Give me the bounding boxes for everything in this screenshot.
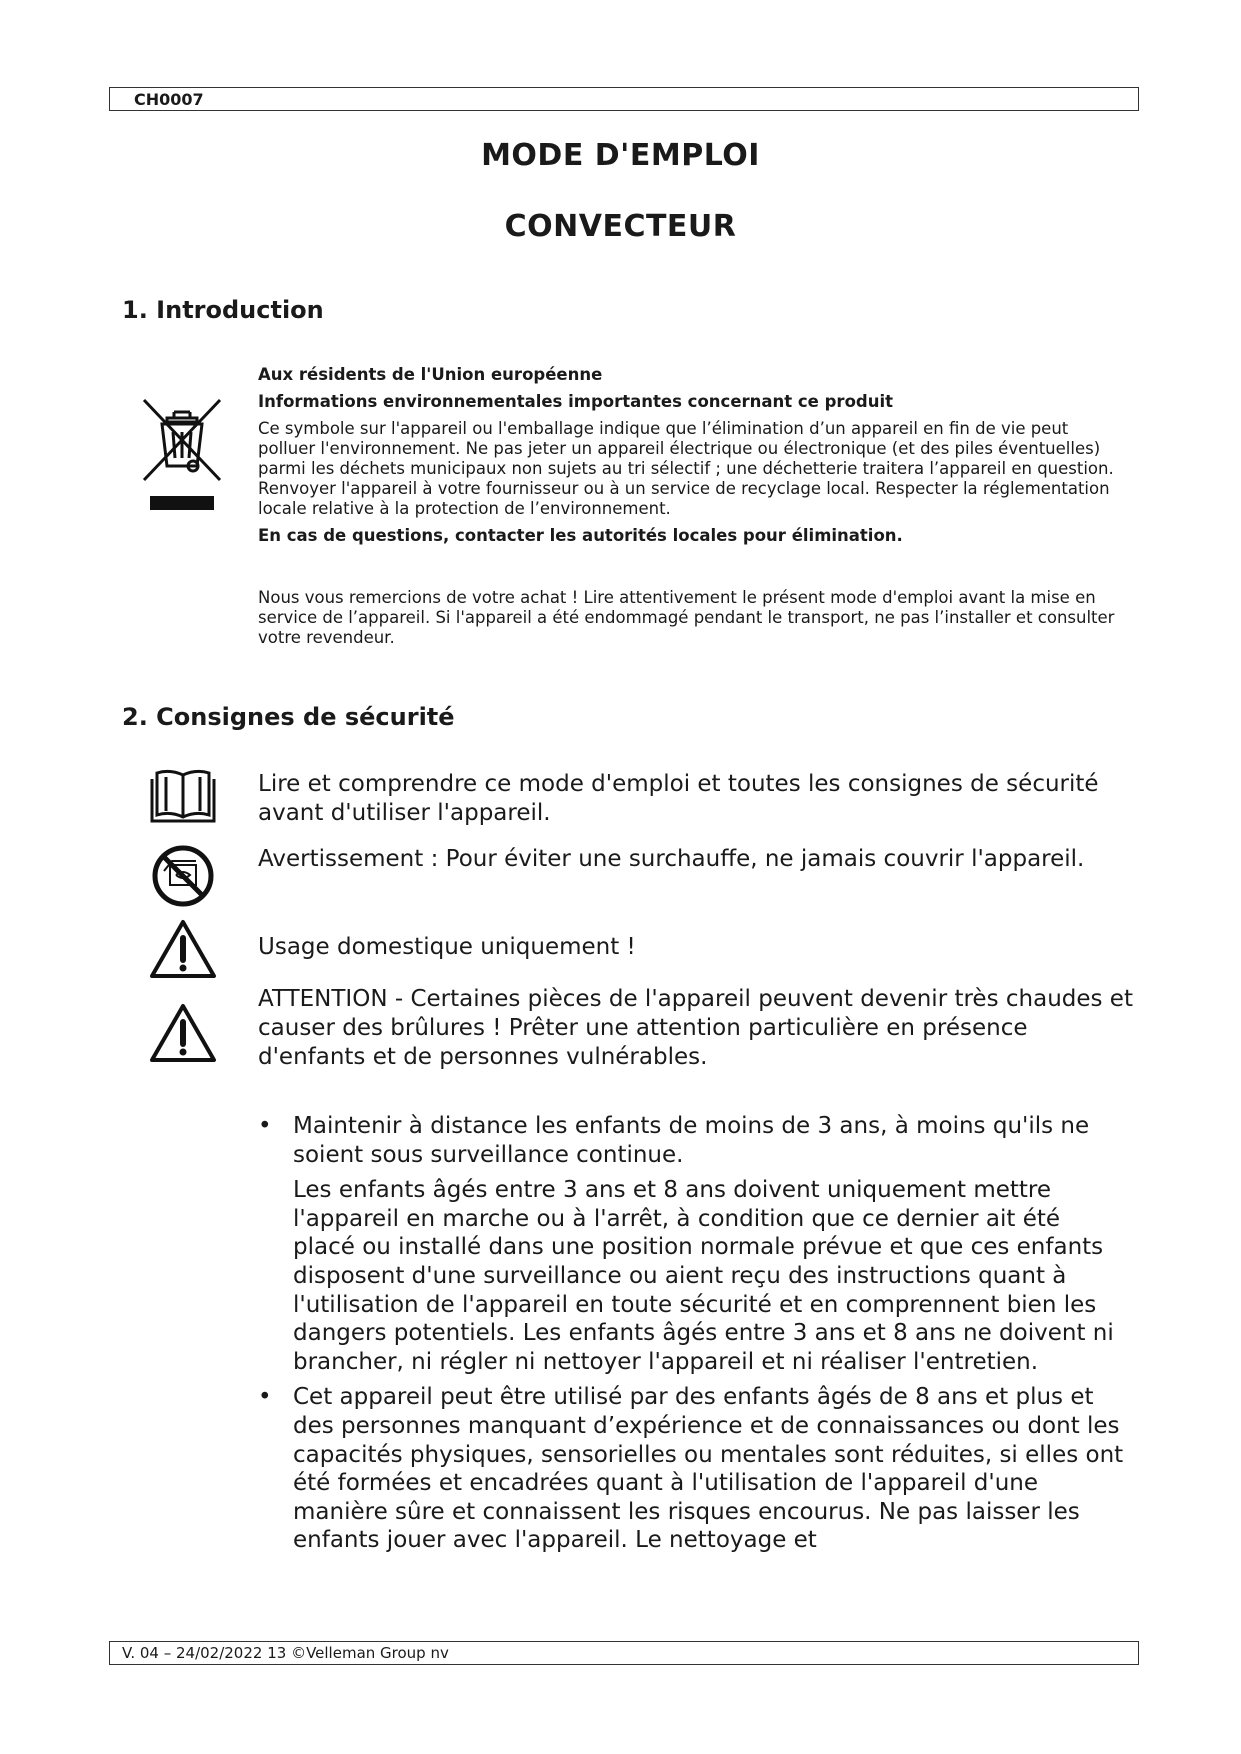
- environment-info-title: Informations environnementales importantes concernant ce produit: [258, 392, 894, 411]
- environment-info-text: Ce symbole sur l'appareil ou l'emballage indique que l’élimination d’un appareil en fin de vie peut polluer l'environnement. Ne pas jeter un appareil électrique ou électronique (et des piles éventuelles) parmi les déchets municipaux non sujets au tri sélectif ; une déchetterie traitera l’appareil en question. Renvoyer l'appareil à votre fournisseur ou à un service de recyclage local. Respecter la réglementation locale relative à la protection de l’environnement.: [258, 419, 1114, 518]
- page-header: [109, 87, 1139, 111]
- eu-residents-title: Aux résidents de l'Union européenne: [258, 365, 603, 384]
- list-item: [258, 1112, 1128, 1376]
- children-under-3-text: Maintenir à distance les enfants de moins de 3 ans, à moins qu'ils ne soient sous surveillance continue.: [293, 1113, 1090, 1168]
- do-not-cover-icon: [150, 843, 216, 909]
- hot-surface-warning-icon: [148, 1002, 218, 1064]
- safety-bullet-list: [258, 1112, 1128, 1555]
- footer-version-text: V. 04 – 24/02/2022 13 ©Velleman Group nv: [122, 1644, 449, 1662]
- weee-notice: [258, 365, 1128, 546]
- bullet-marker: •: [258, 1384, 272, 1411]
- bullet-marker: •: [258, 1113, 272, 1139]
- page-footer: [109, 1641, 1139, 1665]
- warning-triangle-icon: [148, 918, 218, 980]
- environment-contact-text: En cas de questions, contacter les autorités locales pour élimination.: [258, 526, 903, 545]
- read-manual-text: Lire et comprendre ce mode d'emploi et toutes les consignes de sécurité avant d'utiliser l'appareil.: [258, 771, 1099, 826]
- children-3-to-8-text: Les enfants âgés entre 3 ans et 8 ans doivent uniquement mettre l'appareil en marche ou à l'arrêt, à condition que ce dernier ait été placé ou installé dans une position normale prévue et que ces enfants disposent d'une surveillance ou aient reçu des instructions quant à l'utilisation de l'appareil en toute sécurité et en comprennent bien les dangers potentiels. Les enfants âgés entre 3 ans et 8 ans ne doivent ni brancher, ni régler ni nettoyer l'appareil et ni réaliser l'entretien.: [293, 1177, 1114, 1375]
- section-heading-safety: 2. Consignes de sécurité: [122, 703, 455, 731]
- weee-bin-icon: [140, 398, 224, 518]
- list-item: [258, 1383, 1128, 1555]
- children-8-plus-text: Cet appareil peut être utilisé par des enfants âgés de 8 ans et plus et des personnes manquant d’expérience et de connaissances ou dont les capacités physiques, sensorielles ou mentales sont réduites, si elles ont été formées et encadrées quant à l'utilisation de l'appareil d'une manière sûre et connaissent les risques encourus. Ne pas laisser les enfants jouer avec l'appareil. Le nettoyage et: [293, 1384, 1124, 1554]
- document-subtitle: CONVECTEUR: [504, 209, 737, 244]
- read-manual-icon: [148, 769, 218, 825]
- section-heading-introduction: 1. Introduction: [122, 296, 324, 324]
- no-cover-warning-text: Avertissement : Pour éviter une surchauffe, ne jamais couvrir l'appareil.: [258, 846, 1085, 872]
- product-code: CH0007: [134, 90, 204, 109]
- document-title: MODE D'EMPLOI: [481, 138, 760, 173]
- hot-parts-warning-text: ATTENTION - Certaines pièces de l'appareil peuvent devenir très chaudes et causer des brûlures ! Prêter une attention particulière en présence d'enfants et de personnes vulnérables.: [258, 986, 1133, 1070]
- thanks-paragraph: Nous vous remercions de votre achat ! Lire attentivement le présent mode d'emploi avant la mise en service de l’appareil. Si l'appareil a été endommagé pendant le transport, ne pas l’installer et consulter votre revendeur.: [258, 588, 1115, 647]
- domestic-use-text: Usage domestique uniquement !: [258, 934, 636, 960]
